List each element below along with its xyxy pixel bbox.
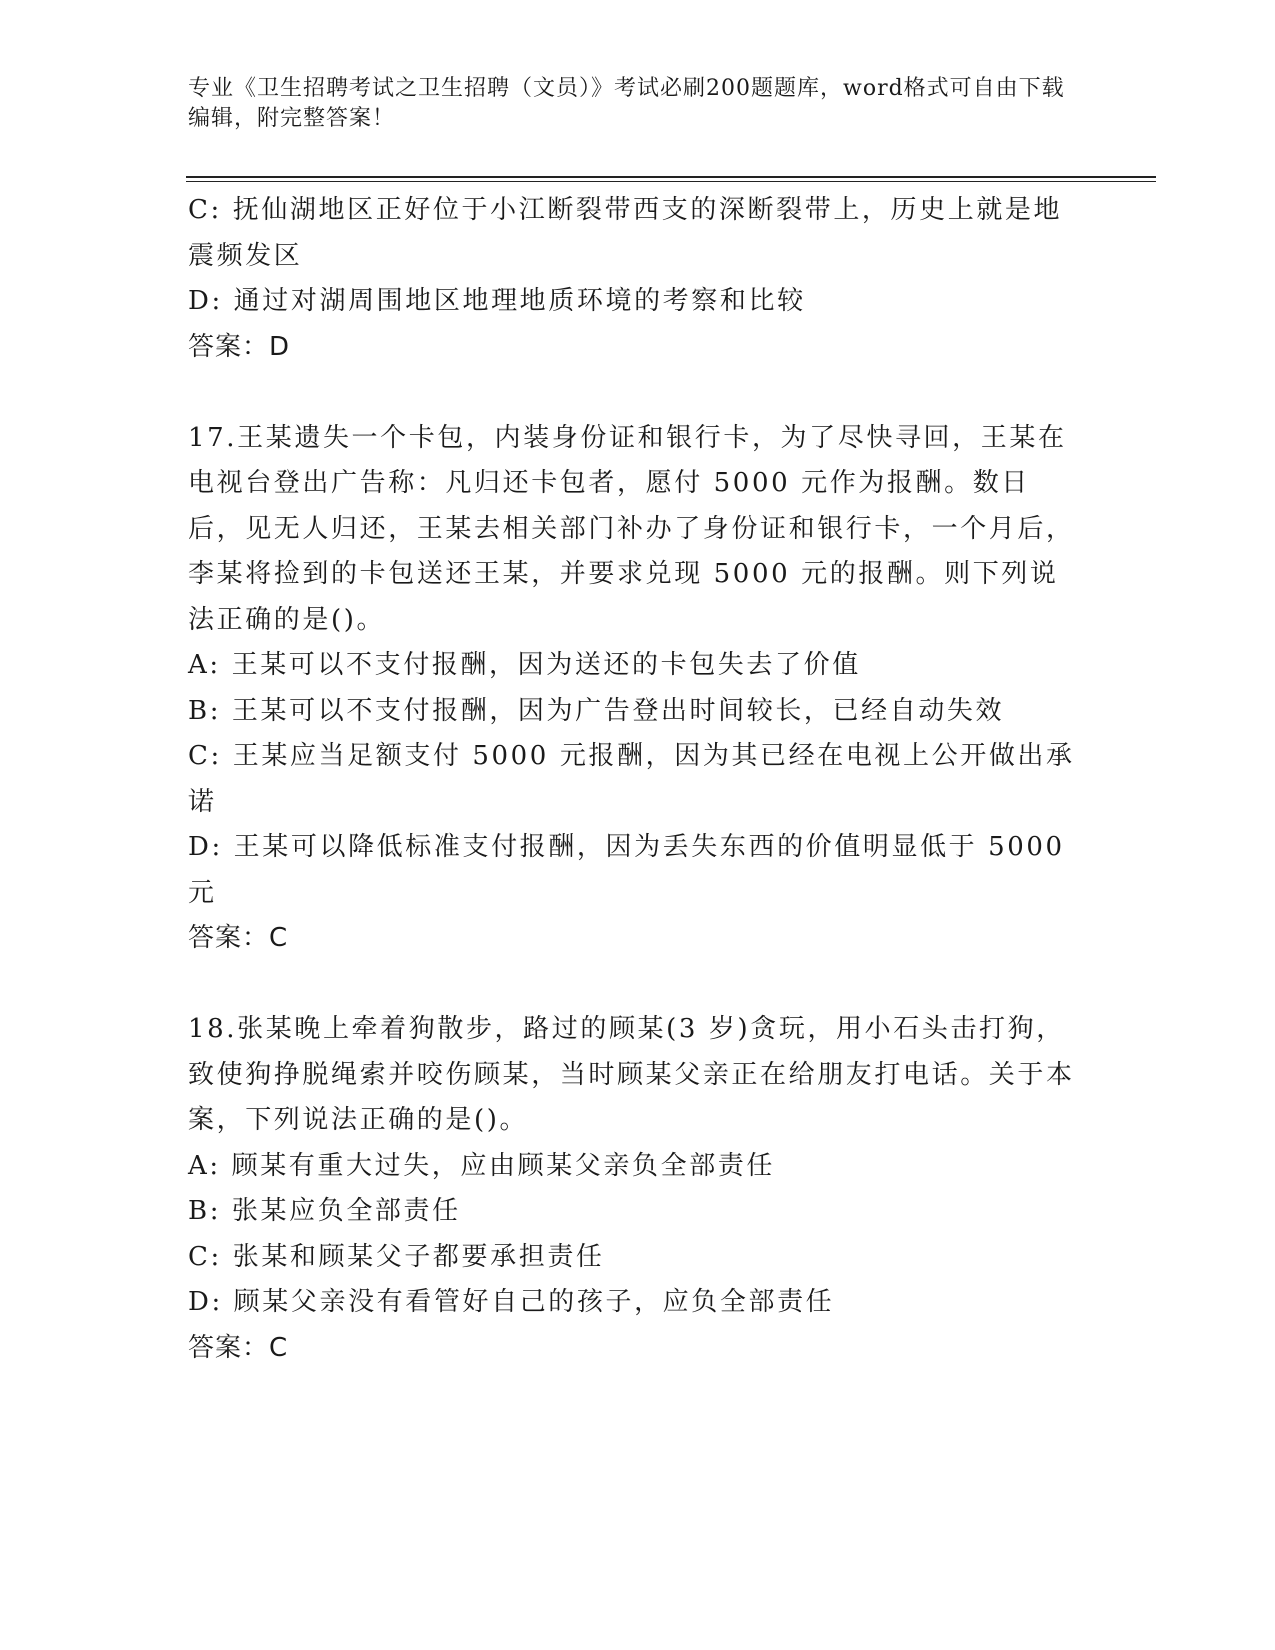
answer-line: 答案：C (188, 1332, 289, 1363)
header-divider-thin (186, 181, 1156, 182)
option-c: C: 抚仙湖地区正好位于小江断裂带西支的深断裂带上，历史上就是地震频发区 (188, 195, 1063, 271)
question-18 (188, 1007, 1078, 1371)
option-d: D: 顾某父亲没有看管好自己的孩子，应负全部责任 (188, 1287, 835, 1317)
question-number: 17. (188, 422, 238, 453)
option-c: C: 王某应当足额支付 5000 元报酬，因为其已经在电视上公开做出承诺 (188, 741, 1075, 817)
question-stem (188, 1007, 1078, 1144)
spacer (188, 962, 1078, 1008)
question-content (188, 188, 1078, 1371)
option-d: D: 王某可以降低标准支付报酬，因为丢失东西的价值明显低于 5000元 (188, 832, 1065, 908)
header-divider-thick (186, 176, 1156, 178)
answer-line: 答案：C (188, 923, 289, 953)
question-stem (188, 416, 1078, 644)
option-d: D: 通过对湖周围地区地理地质环境的考察和比较 (188, 286, 806, 316)
option-a: A: 王某可以不支付报酬，因为送还的卡包失去了价值 (188, 650, 861, 680)
answer-line: 答案：D (188, 331, 291, 362)
previous-question-tail (188, 188, 1078, 370)
spacer (188, 370, 1078, 416)
question-text: 张某晚上牵着狗散步，路过的顾某(3 岁)贪玩，用小石头击打狗，致使狗挣脱绳索并咬伤顾某，当时顾某父亲正在给朋友打电话。关于本案，下列说法正确的是()。 (188, 1014, 1075, 1135)
option-c: C: 张某和顾某父子都要承担责任 (188, 1241, 605, 1272)
option-a: A: 顾某有重大过失，应由顾某父亲负全部责任 (188, 1150, 776, 1181)
option-b: B: 张某应负全部责任 (188, 1196, 461, 1226)
question-number: 18. (188, 1014, 238, 1044)
question-text: 王某遗失一个卡包，内装身份证和银行卡，为了尽快寻回，王某在电视台登出广告称：凡归还卡包者，愿付 5000 元作为报酬。数日后，见无人归还，王某去相关部门补办了身份证和银行卡，一个月后，李某将捡到的卡包送还王某，并要求兑现 5000 元的报酬。则下列说法正确的是()。 (188, 422, 1075, 635)
page-header: 专业《卫生招聘考试之卫生招聘（文员）》考试必刷200题题库，word格式可自由下载编辑，附完整答案！ (188, 76, 1065, 131)
option-b: B: 王某可以不支付报酬，因为广告登出时间较长，已经自动失效 (188, 695, 1005, 726)
question-17 (188, 416, 1078, 962)
